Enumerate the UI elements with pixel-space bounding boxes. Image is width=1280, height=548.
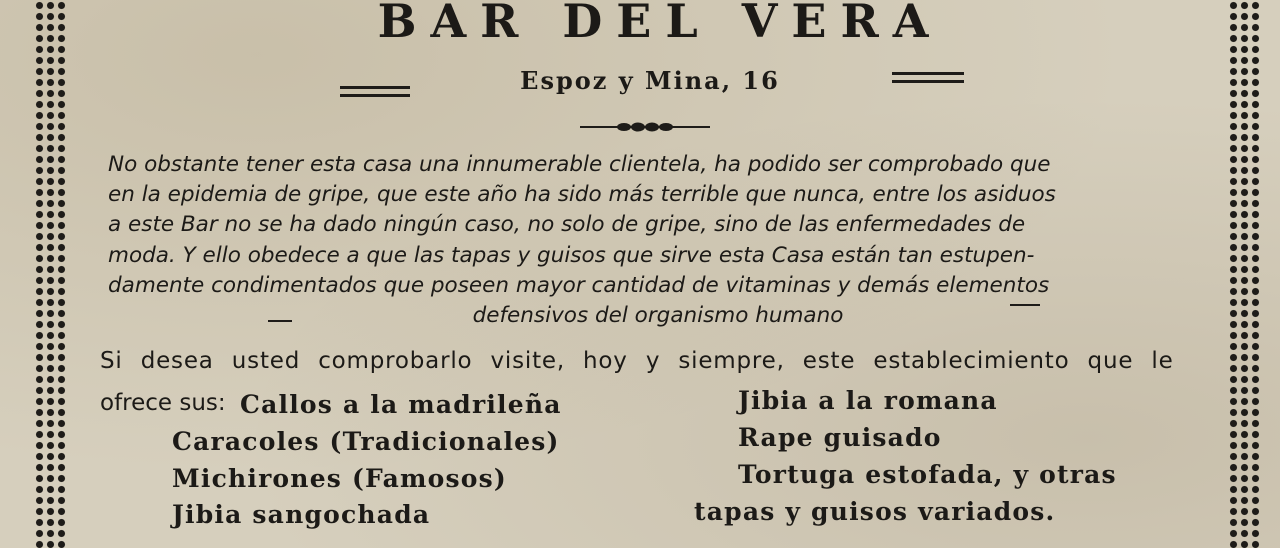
dish-item: Jibia a la romana — [738, 386, 998, 415]
dish-item: Rape guisado — [738, 423, 942, 452]
paragraph-line: damente condimentados que poseen mayor cantidad de vitaminas y demás elementos — [108, 272, 1050, 298]
dish-item: Tortuga estofada, y otras — [738, 460, 1117, 489]
paragraph-line: moda. Y ello obedece a que las tapas y guisos que sirve esta Casa están tan estupen- — [108, 242, 1035, 268]
dash-ornament — [1010, 304, 1040, 306]
dish-item: Caracoles (Tradicionales) — [172, 427, 560, 456]
paragraph-line: a este Bar no se ha dado ningún caso, no solo de gripe, sino de las enfermedades de — [108, 212, 1026, 238]
paragraph-line: No obstante tener esta casa una innumerable clientela, ha podido ser comprobado que — [108, 152, 1051, 177]
ornamental-rule — [340, 94, 410, 97]
ornamental-rule — [892, 80, 964, 83]
paragraph-line: defensivos del organismo humano — [472, 303, 844, 329]
dotted-border-left — [34, 0, 68, 548]
offer-lead: ofrece sus: — [100, 390, 226, 416]
advertisement-paragraph — [108, 150, 1208, 331]
dash-ornament — [268, 320, 292, 322]
dotted-border-right — [1228, 0, 1262, 548]
bar-address: Espoz y Mina, 16 — [520, 66, 780, 95]
bar-title: BAR DEL VERA — [377, 0, 943, 48]
ornamental-rule — [340, 86, 410, 89]
dish-item: Callos a la madrileña — [240, 390, 562, 419]
dish-item: tapas y guisos variados. — [694, 497, 1056, 526]
offer-intro: Si desea usted comprobarlo visite, hoy y siempre, este establecimiento que le — [100, 348, 1174, 374]
dish-item: Jibia sangochada — [172, 500, 431, 529]
paragraph-line: en la epidemia de gripe, que este año ha sido más terrible que nunca, entre los asiduos — [108, 182, 1056, 208]
flourish-ornament-icon — [580, 118, 710, 136]
ornamental-rule — [892, 72, 964, 75]
dish-item: Michirones (Famosos) — [172, 464, 507, 493]
